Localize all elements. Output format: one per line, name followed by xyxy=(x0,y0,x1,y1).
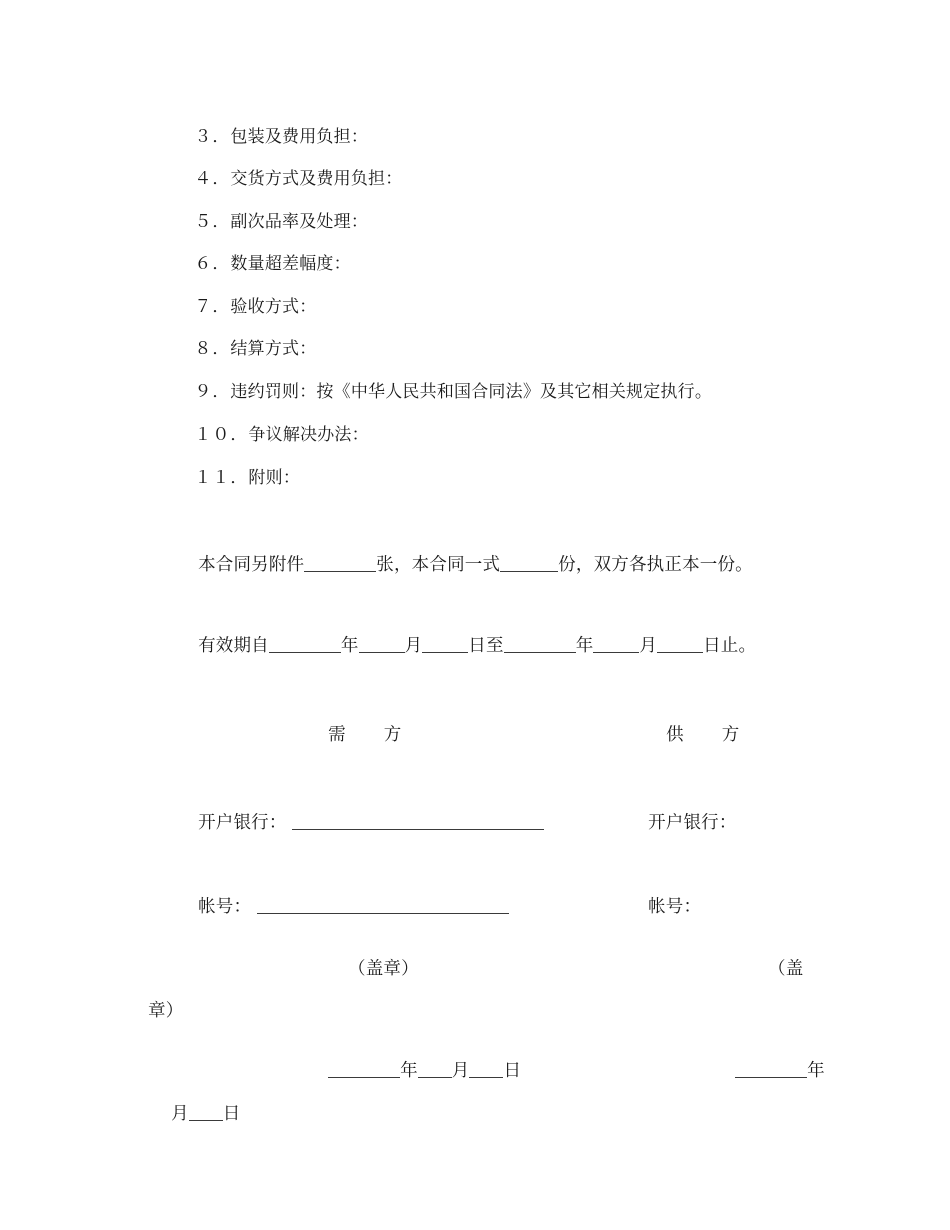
end-month-label: 月 xyxy=(639,635,658,656)
clause-text: 争议解决办法： xyxy=(248,425,369,445)
demand-account-blank[interactable] xyxy=(257,899,509,914)
demand-date-day-blank[interactable] xyxy=(469,1063,503,1078)
clause-item-11 xyxy=(172,453,300,504)
demand-date-day-label: 日 xyxy=(503,1060,522,1081)
copies-count-blank[interactable] xyxy=(500,557,558,572)
clause-text: 附则： xyxy=(248,468,301,488)
end-year-blank[interactable] xyxy=(504,638,576,653)
demand-account-row xyxy=(175,881,509,934)
clause-text: 数量超差幅度： xyxy=(230,254,351,274)
clause-text: 交货方式及费用负担： xyxy=(230,169,403,189)
supply-date-year-label: 年 xyxy=(807,1060,825,1081)
start-year-blank[interactable] xyxy=(269,638,341,653)
demand-party-char-1: 需 xyxy=(328,724,346,745)
supply-date-row-part2 xyxy=(148,1088,240,1141)
supply-date-day-label: 日 xyxy=(222,1103,241,1124)
clause-text: 副次品率及处理： xyxy=(230,212,369,232)
clause-number: ３． xyxy=(194,127,231,147)
validity-suffix: 日止。 xyxy=(703,635,757,656)
clause-number: ９． xyxy=(194,382,231,402)
clause-number: ７． xyxy=(194,297,231,317)
demand-party-char-2: 方 xyxy=(383,724,402,745)
clause-text: 结算方式： xyxy=(230,339,317,359)
supply-party-char-1: 供 xyxy=(666,724,684,745)
supply-seal-mark-part2: 章） xyxy=(148,1001,184,1021)
demand-date-month-label: 月 xyxy=(451,1060,470,1081)
clause-number: ４． xyxy=(194,169,231,189)
attachment-count-blank[interactable] xyxy=(304,557,376,572)
start-month-label: 月 xyxy=(404,635,423,656)
end-month-blank[interactable] xyxy=(593,638,639,653)
clause-number: ６． xyxy=(194,254,231,274)
clause-number: ８． xyxy=(194,339,231,359)
clause-number: ５． xyxy=(194,212,231,232)
demand-party-heading xyxy=(305,709,401,762)
demand-account-label: 帐号： xyxy=(198,896,252,917)
demand-date-year-label: 年 xyxy=(400,1060,418,1081)
demand-date-year-blank[interactable] xyxy=(328,1063,400,1078)
supply-party-char-2: 方 xyxy=(721,724,740,745)
supply-date-month-label: 月 xyxy=(171,1103,189,1124)
attachment-prefix: 本合同另附件 xyxy=(198,554,305,575)
start-day-label: 日至 xyxy=(468,635,504,656)
supply-date-year-blank[interactable] xyxy=(735,1063,807,1078)
supply-date-month-blank[interactable] xyxy=(189,1106,223,1121)
supply-account-label: 帐号： xyxy=(648,896,702,917)
demand-bank-label: 开户银行： xyxy=(198,812,287,833)
supply-party-heading xyxy=(643,709,739,762)
start-year-label: 年 xyxy=(340,635,359,656)
end-year-label: 年 xyxy=(575,635,594,656)
clause-text: 验收方式： xyxy=(230,297,317,317)
supply-bank-label: 开户银行： xyxy=(648,812,737,833)
demand-date-month-blank[interactable] xyxy=(418,1063,452,1078)
clause-text: 违约罚则：按《中华人民共和国合同法》及其它相关规定执行。 xyxy=(230,382,713,402)
demand-bank-blank[interactable] xyxy=(292,815,544,830)
validity-clause xyxy=(175,620,756,673)
start-month-blank[interactable] xyxy=(359,638,405,653)
clause-number: １０． xyxy=(194,425,249,445)
supply-bank-row xyxy=(625,797,737,850)
supply-account-row xyxy=(625,881,701,934)
demand-date-row xyxy=(305,1045,521,1098)
attachment-clause xyxy=(175,539,753,592)
attachment-mid: 张，本合同一式 xyxy=(376,554,501,575)
clause-text: 包装及费用负担： xyxy=(230,127,369,147)
start-day-blank[interactable] xyxy=(422,638,468,653)
clause-number: １１． xyxy=(194,468,249,488)
attachment-suffix: 份，双方各执正本一份。 xyxy=(558,554,753,575)
demand-bank-row xyxy=(175,797,544,850)
end-day-blank[interactable] xyxy=(657,638,703,653)
supply-date-row-part1 xyxy=(712,1045,825,1098)
demand-seal-mark: （盖章） xyxy=(348,959,419,979)
validity-prefix: 有效期自 xyxy=(198,635,269,656)
supply-seal-mark-part1: （盖 xyxy=(768,959,804,979)
